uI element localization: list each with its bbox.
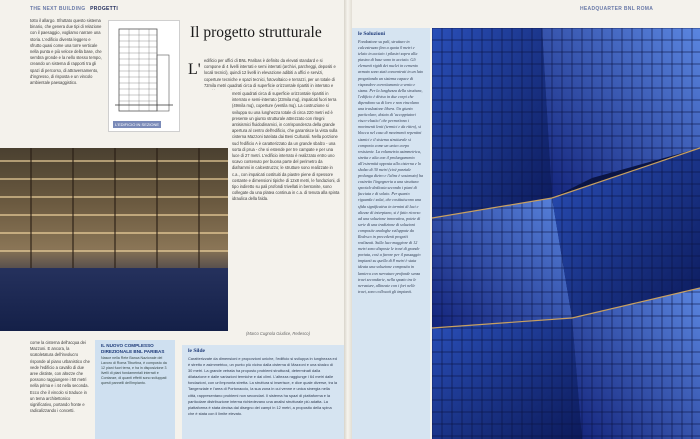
sidebar-text: Fondazione su pali, strutture in calcestruzzo fino a quota 0 metri e telaio in acciaio i pilastri sopra alla piastra di base sono in acciaio. Gli elementi rigidi dei nuclei in cemento armato sono stati concentrati in un lato progettando un sistema capace di rispondere correttamente a vento e sisma. Per la lunghezza della struttura, l'edificio è diviso in due corpi che dipendono su di loro e non vincolano una traslazione libera. Un giunto particolare, dotato di 'accoppiatori visco-elastici' che permettono i movimenti lenti (termici e da ritiro), si blocca nel caso di movimenti repentini sismici e il sistema strutturale si comporta come un unico corpo resistente. La volumetria asimmetrica, stretta e alta con il prolungamento all'estremità opposta alla cisterna e lo sbalzo di 30 metri (cioè parziale prolunga dietro e l'altra è sostenuto) ha costretto l'ingegneria a una struttura speciale dedicata secondo i piani di facciata e di solaio. Per quanto riguarda i solai, che costituiscono una sfida significativa in termini di luci e altezze di interpiano, si è fatto ricorso ad una soluzione innovativa, potete di serie di una tradizione di soluzioni composite analoghe sviluppate da Redesco in precedenti progetti realizzati. Sulla luce maggiore di 12 metri sono disposte le travi di grande portata, così a favore per il passaggio impianti su quella di 8 metri è stata ideata una soluzione composita in lamiera con nervature profonde senza travi secondarie, nella spazio tra le nervature, allineate con i fori nelle travi, sono collocati gli impianti. [358,39,424,294]
article-body-column [232,91,340,329]
column-text: totto il allargo. Sfruttato questo sistema binario, che genera due tipi di relazione con il paesaggio, vogliamo narrare una storia. L'edificio diventa leggero e sfrutto quasi come una torre verticale nella punta e più veloce della base, che sembra gronde e la nello stesso tempo, creando un sistema di rapporti tra gli spazi di percorso, di attraversamento, d'ingresso, di risposta e un vincolo ambientale paesaggistico. [30,18,102,86]
facade-photo [432,28,700,439]
column-text: come la cisterna dell'acqua dei Mazzoni. E ancora, la scatoletatura dell'involucro risponde al piano urbanistico che vede l'edificio a cavallo di due aree distinte, con altezze che possono raggiungere i 50 metri nella prima e i 44 nella seconda. Ecco che il vincolo si traduce in un tema architettonico significativo, portando fronte e radicalizzando i concetti. [30,340,90,414]
article-title: Il progetto strutturale [190,24,322,41]
sidebar-silde [182,345,344,439]
sidebar-heading: le Silde [188,348,205,354]
glass-facade-image [432,28,700,439]
sidebar-text: Caratterizzate da dimensioni e proporzioni uniche, l'edificio si sviluppa in lunghezza ed è stretto e asimmetrico, un punto più vicino dalla cisterna di Mazzoni e una sbalzo di 30 metri. La grande vetrata ha proposto problemi strutturali, determinati dalla dilatazione e dalle variazioni termiche e dai climi. L'altezza raggiunge i 64 metri dalle fondazioni, con un'impronta stretta. La struttura si inserisce, e dice quale diverse, tra la Tangenziale e l'area di Portonaccio, la sua zona in cui venne e unica sinergia nella città, rappresentano problemi non secondari. Il sistema ha spazi di piattaforma e la particolare distribuzione interna richiedevano una analisi strutturale più adatta. La piattaforma è stata decisa dal disegno dei campi in 12 metri, a proposito della spina che è stata con il limite elevato. [188,356,338,416]
article-byline: (Marco Cugnola Giudice, Redesco) [246,331,310,336]
interior-photo [0,148,228,331]
article-body-start: edificio per uffici di BNL Paribas è definito da elevati standard e si compone di 4 livelli interrati e semi interrati (archivi, parcheggi, depositi e locali tecnici), quindi 12 livelli in elevazione adibiti a uffici e servizi, coperture tecniche e spazi tecnici, fotovoltaico e terrazzi, per un totale di 72mila metri quadrati circa di superficie orizzontale ripartiti in interrato e [204,58,336,88]
column-left-top [30,18,102,146]
header-kicker: THE NEXT BUILDING [30,6,86,12]
header-right: HEADQUARTER BNL ROMA [580,6,654,12]
sidebar-soluzioni [352,28,430,439]
sidebar-heading: le Soluzioni [358,31,386,37]
diagram-caption: L'EDIFICIO IN SEZIONE [115,122,160,127]
section-diagram [108,20,180,132]
column-left-bottom [30,340,92,439]
header-left [30,6,118,12]
info-box [95,340,175,439]
drop-cap: L' [188,61,201,78]
article-body-continued: metri quadrati circa di superficie orizzontale ripartiti in interrato e semi-interrato (23mila mq), impalcati fuori terra (49mila mq), coperture (ventila mq). La costruzione si sviluppa su una lunghezza totale di circa 220 metri ed è presente un giunto strutturale attrezzato con ritegni antisismici fluidodinamici, in corrispondenza della grande apertura al centro dell'edificio, che garantisce la vista sulla cisterna Mazzoni tutelata dai Beni Culturali. Nella porzione sud l'edificio A è caratterizzato da un grande sbalzo - una sorta di prua - che si estende per tre campate e per una luce di 27 metri. L'edificio interrato è realizzato entro uno scavo contenuto per buona parte del perimetro da diaframmi in calcestruzzo; le strutture sono realizzate in c.a., con impalcati costituiti da piastre piene di spessore costante e dimensioni tipiche di 12x8 metri, le fondazioni, di tipo indiretto su pali profondi trivellati in bentonite, sono collegate da una platea continua in c.a. di tenuta alla spinta idraulica della falda. [232,91,340,202]
header-section: PROGETTI [90,6,119,12]
building-section-drawing [113,25,175,115]
info-box-title: IL NUOVO COMPLESSO DIREZIONALE BNL PARIBAS [101,343,165,354]
page-gutter [344,0,352,439]
info-box-text: Nasce nella Rete Banca Nazionale del Lavoro di Roma Tiburtina, è composto da 12 piani fuori terra, e ha in disposizione 3 livelli di piani fondamentali interrati e Contanze, di quanti effetti sono sviluppati questi pannelli dell'impianto. [101,356,167,386]
article-intro [204,58,340,90]
